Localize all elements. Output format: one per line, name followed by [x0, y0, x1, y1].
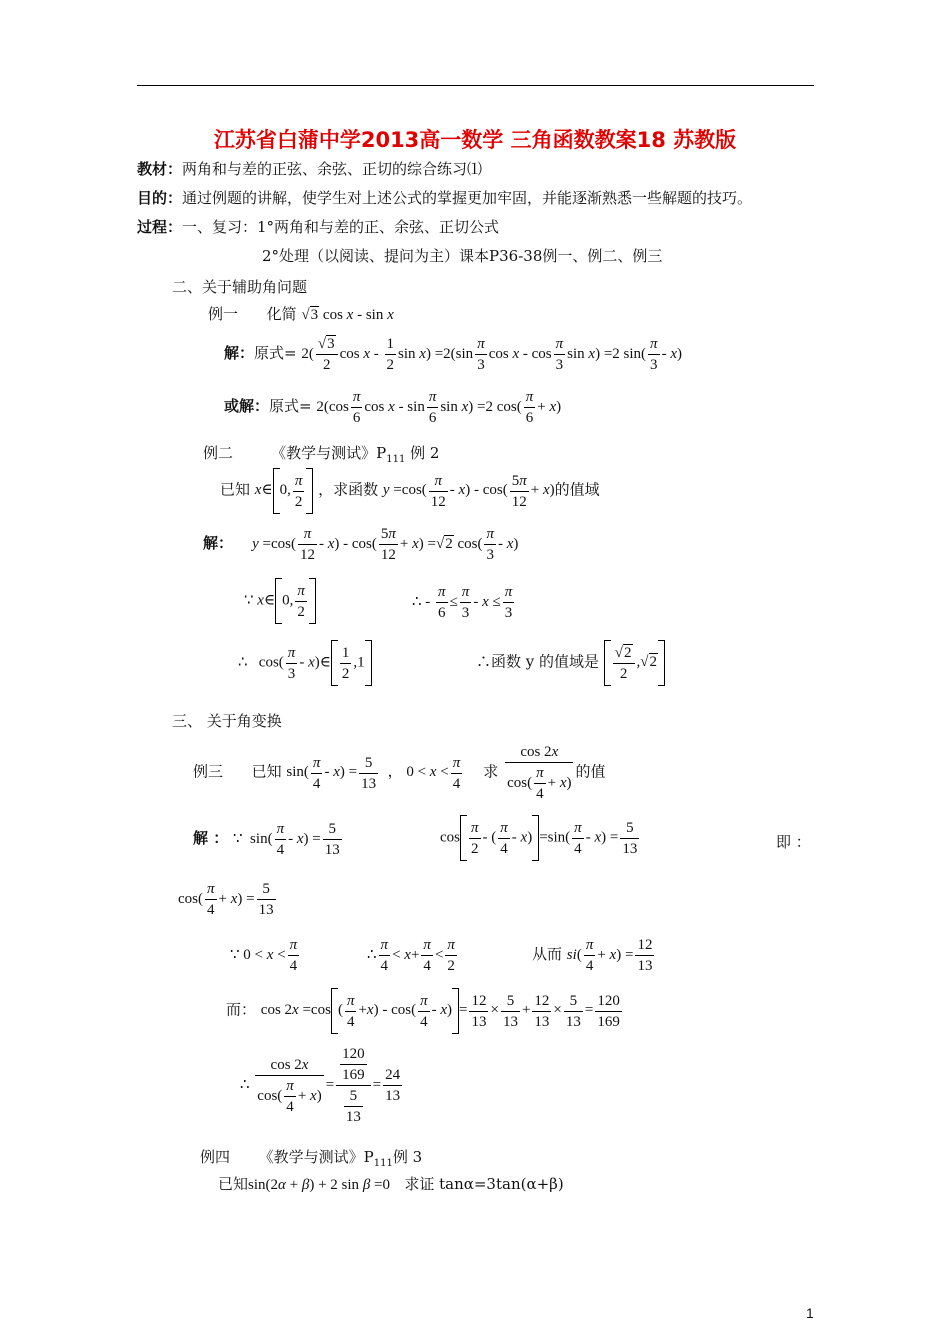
section-3-heading: 三、 关于角变换 — [172, 712, 282, 730]
example-4-prove: 求证 tanα=3tan(α+β) — [404, 1175, 564, 1193]
goal-line — [137, 187, 752, 208]
because-domain: ∵ x∈ 0, $\frac{\pi}{2}$ — [244, 578, 316, 624]
example-4-source-page: 111 — [373, 1158, 393, 1169]
example-4-statement — [218, 1173, 564, 1194]
solution-formula: 2( $\frac{√3}{2}$ cos x - $\frac{1}{2}$ sin x) =2(sin $\frac{\pi}{3}$ cos x - cos $\frac{\pi}{3}$ sin x) =2 sin( $\frac{\pi}{3}$ - x) — [301, 336, 682, 373]
domain-interval: x∈ 0, $\frac{\pi}{2}$ — [255, 482, 314, 498]
solution-label-3: 解 ： — [193, 828, 229, 847]
cos-sum-result: cos( $\frac{\pi}{4}$ + x) = $\frac{5}{13}$ — [178, 881, 274, 918]
process-label: 过程： — [137, 218, 183, 236]
header-rule — [137, 85, 814, 86]
example-2-ask: ，求函数 — [318, 480, 379, 499]
example-3-label: 例三 — [193, 762, 224, 781]
example-4-number: 例 3 — [392, 1148, 423, 1166]
example-2-source: 《教学与测试》P — [271, 444, 387, 462]
example-3-statement — [193, 742, 606, 804]
example-1-solution — [224, 334, 682, 375]
example-2-label: 例二 — [203, 444, 234, 462]
therefore-interval: ∴ - $\frac{\pi}{6}$ ≤ $\frac{\pi}{3}$ - x ≤ $\frac{\pi}{3}$ — [412, 584, 513, 621]
hence-label: 从而 — [532, 944, 563, 963]
document-title: 江苏省白蒲中学2013高一数学 三角函数教案18 苏教版 — [213, 128, 737, 152]
example-1-expression: √3 cos x - sin x — [301, 307, 394, 323]
process-line — [137, 216, 499, 237]
solution-label-2: 解： — [203, 533, 234, 552]
material-label: 教材： — [137, 160, 183, 178]
example-3-target: cos 2x cos( $\frac{\pi}{4}$ + x) — [507, 744, 572, 802]
solution-label: 解： — [224, 343, 255, 362]
example-1-text: 化简 — [266, 305, 297, 323]
alt-solution-label: 或解： — [224, 396, 270, 415]
example-2-range-text: 的值域 — [554, 480, 600, 499]
cos-complement-identity: cos $\frac{\pi}{2}$ - ( $\frac{\pi}{4}$ - x) =sin( $\frac{\pi}{4}$ - x) = $\frac{5}{13}$ — [440, 815, 641, 861]
and-label: 而： — [226, 1000, 257, 1019]
example-3-given: sin( $\frac{\pi}{4}$ - x) = $\frac{5}{13}$ ， 0 < x < $\frac{\pi}{4}$ — [286, 754, 461, 792]
goal-label: 目的： — [137, 189, 183, 207]
range-result — [476, 640, 665, 686]
example-2-heading — [203, 442, 439, 465]
example-4-label: 例四 — [200, 1148, 231, 1166]
known-label-2: 已知 — [251, 762, 282, 781]
example-3-solution-line-1 — [193, 819, 344, 860]
because-sin-given: ∵ sin( $\frac{\pi}{4}$ - x) = $\frac{5}{13}$ — [233, 821, 340, 858]
cos2x-formula: cos 2x =cos ( $\frac{\pi}{4}$ +x) - cos( $\frac{\pi}{4}$ - x) = $\frac{12}{13}$ × $\frac{5}{13}$ + $\frac{12}{13}$ × $\frac{5}{13}$ = $\frac{120}{169}$ — [261, 1002, 624, 1018]
example-1 — [208, 303, 394, 324]
material-text: 两角和与差的正弦、余弦、正切的综合练习⑴ — [182, 160, 483, 178]
example-4-source: 《教学与测试》P — [258, 1148, 374, 1166]
goal-text: 通过例题的讲解，使学生对上述公式的掌握更加牢固，并能逐渐熟悉一些解题的技巧。 — [182, 189, 753, 207]
example-2-number: 例 2 — [410, 444, 440, 462]
example-2-solution — [203, 524, 518, 565]
therefore-angle-range: ∴ $\frac{\pi}{4}$ < x+ $\frac{\pi}{4}$ < $\frac{\pi}{2}$ — [367, 937, 455, 974]
cos2x-derivation — [226, 988, 624, 1034]
range-result-text: ∴函数 y 的值域是 — [476, 652, 600, 671]
page-number: 1 — [806, 1305, 814, 1321]
example-2-function: y =cos( $\frac{\pi}{12}$ - x) - cos( $\frac{5\pi}{12}$ + x) — [382, 472, 555, 510]
therefore-cos-range: ∴ cos( $\frac{\pi}{3}$ - x)∈ $\frac{1}{2}$ ,1 — [238, 640, 372, 686]
section-2-heading: 二、关于辅助角问题 — [172, 278, 308, 296]
known-label: 已知 — [220, 480, 251, 499]
example-1-alt-solution — [224, 387, 561, 428]
hence-sin — [532, 935, 656, 976]
process-text: 一、复习：1°两角和与差的正、余弦、正切公式 — [182, 218, 500, 236]
original-expression-label: 原式= — [254, 343, 297, 362]
because-range: ∵ 0 < x < $\frac{\pi}{4}$ — [230, 937, 298, 974]
final-ratio: ∴ cos 2x cos( $\frac{\pi}{4}$ + x) = $\frac{\frac{120}{169}}{\frac{5}{13}}$ = $\frac{24}{13}$ — [240, 1046, 401, 1125]
example-3-ask: 求 — [483, 762, 499, 781]
example-2-solution-formula: y =cos( $\frac{\pi}{12}$ - x) - cos( $\frac{5\pi}{12}$ + x) =√2 cos( $\frac{\pi}{3}$ - x) — [252, 526, 519, 563]
example-4-heading — [200, 1146, 422, 1169]
example-1-label: 例一 — [208, 305, 239, 323]
example-2-source-page: 111 — [386, 454, 406, 465]
alt-solution-formula: 2(cos $\frac{\pi}{6}$ cos x - sin $\frac{\pi}{6}$ sin x) =2 cos( $\frac{\pi}{6}$ + x) — [316, 389, 562, 426]
hence-sin-formula: si( $\frac{\pi}{4}$ + x) = $\frac{12}{13}$ — [566, 937, 653, 974]
original-expression-label-2: 原式= — [269, 396, 312, 415]
example-3-value-text: 的值 — [575, 762, 606, 781]
review-item-2: 2°处理（以阅读、提问为主）课本P36-38例一、例二、例三 — [262, 247, 663, 265]
example-4-text: 已知 — [218, 1175, 249, 1193]
range-result-interval: $\frac{√2}{2}$ ,√2 — [604, 654, 665, 670]
ji-label: 即 ： — [776, 833, 811, 851]
example-4-given: sin(2α + β) + 2 sin β =0 — [248, 1177, 391, 1193]
material-line — [137, 158, 482, 179]
example-2-statement — [220, 468, 600, 514]
